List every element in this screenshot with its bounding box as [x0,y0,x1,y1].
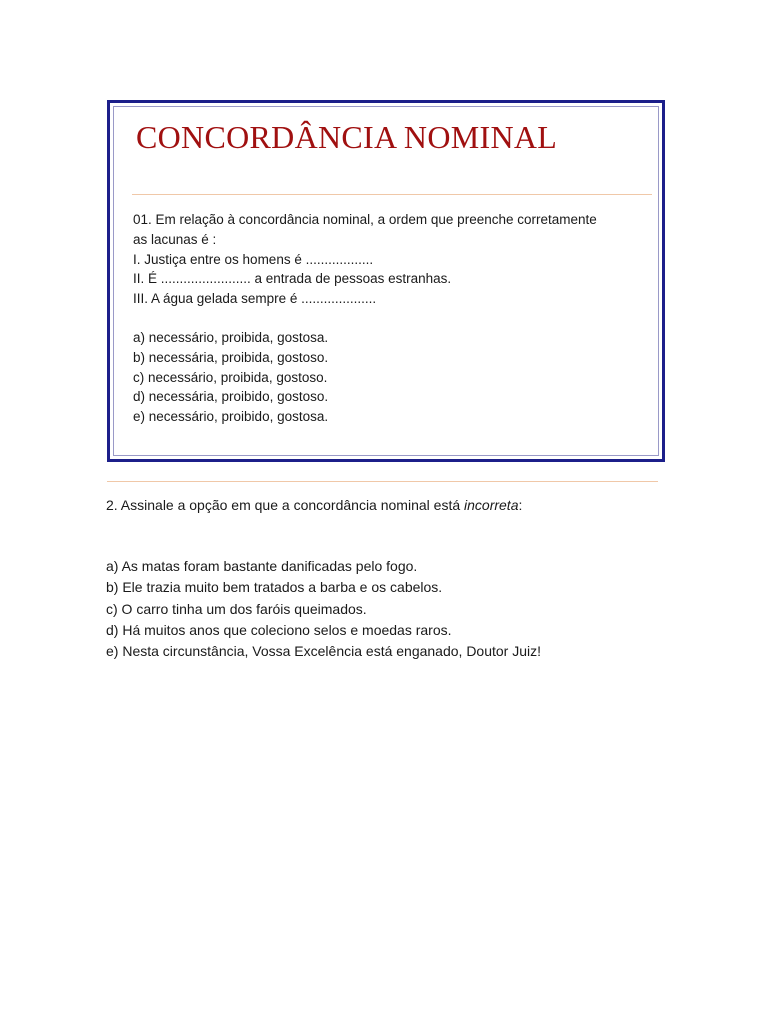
question-1-option-b: b) necessária, proibida, gostoso. [133,349,329,365]
question-2-options [106,556,541,662]
question-box [107,100,665,462]
question-2-stem [106,497,522,513]
question-1-option-d: d) necessária, proibido, gostoso. [133,389,329,405]
spacer [133,309,653,328]
question-2-stem-emphasis: incorreta [464,497,519,513]
question-1-stem-line-1: 01. Em relação à concordância nominal, a ordem que preenche corretamente [133,212,597,227]
question-1-stem-line-2: as lacunas é : [133,231,217,247]
title-divider [132,194,652,195]
question-1 [133,210,653,427]
question-2-stem-suffix: : [518,497,523,513]
question-2-option-e: e) Nesta circunstância, Vossa Excelência está enganado, Doutor Juiz! [106,643,542,660]
question-1-item-1: I. Justiça entre os homens é .................. [133,251,374,267]
question-2-option-c: c) O carro tinha um dos faróis queimados. [106,600,367,617]
question-1-item-2: II. É ........................ a entrada de pessoas estranhas. [133,271,452,287]
question-2-option-a: a) As matas foram bastante danificadas pelo fogo. [106,558,418,574]
question-2-option-d: d) Há muitos anos que coleciono selos e moedas raros. [106,621,452,638]
question-box-inner-border [113,106,659,456]
question-1-option-e: e) necessário, proibido, gostosa. [133,409,329,425]
question-1-item-3: III. A água gelada sempre é .................... [133,291,377,307]
question-1-option-c: c) necessário, proibida, gostoso. [133,369,328,385]
question-1-option-a: a) necessário, proibida, gostosa. [133,329,329,345]
question-2-stem-prefix: 2. Assinale a opção em que a concordância nominal está [106,497,465,513]
section-divider [107,481,658,482]
question-2-option-b: b) Ele trazia muito bem tratados a barba e os cabelos. [106,579,443,596]
box-title: CONCORDÂNCIA NOMINAL [136,119,558,155]
